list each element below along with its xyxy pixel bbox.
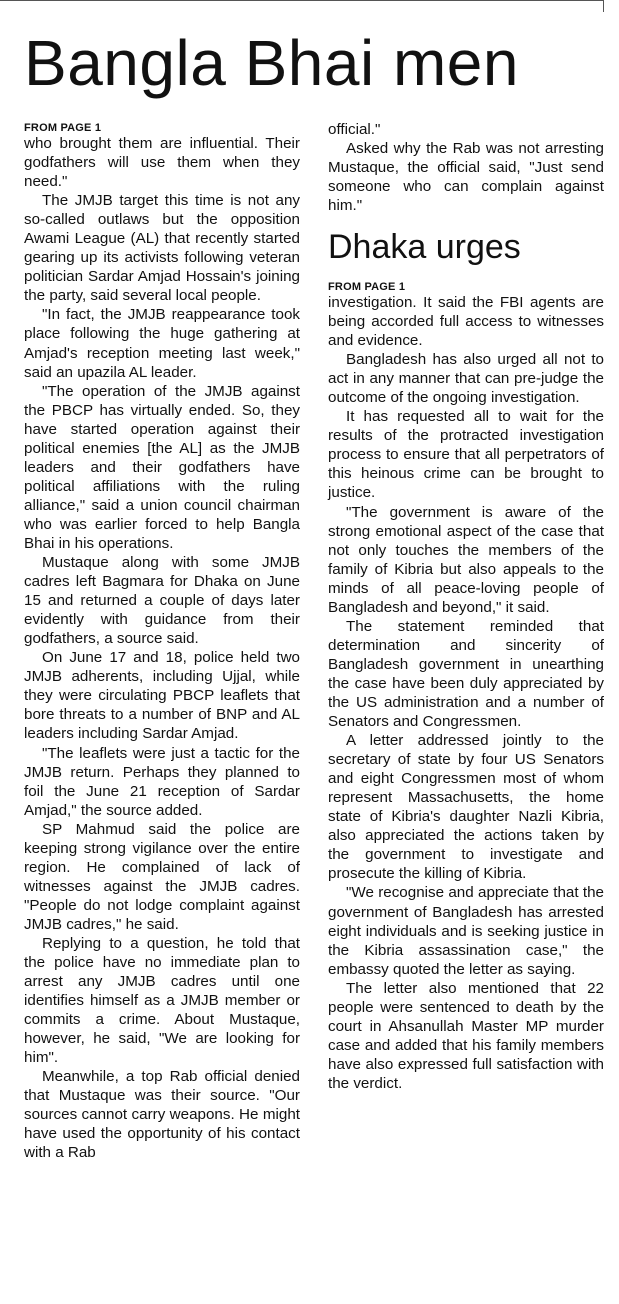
paragraph: who brought them are influential. Their godfathers will use them when they need." — [24, 135, 300, 191]
paragraph: On June 17 and 18, police held two JMJB adherents, including Ujjal, while they were circulating PBCP leaflets that bore threats to a number of BNP and AL leaders including Sardar Amjad. — [24, 649, 300, 743]
paragraph: The JMJB target this time is not any so-called outlaws but the opposition Awami League (AL) that recently started gearing up its activists following veteran politician Sardar Amjad Hossain's joining the party, said several local people. — [24, 192, 300, 305]
story2-column — [328, 281, 604, 1093]
story1-kicker: FROM PAGE 1 — [24, 122, 102, 134]
paragraph: Asked why the Rab was not arresting Mustaque, the official said, "Just send someone who can complain against him." — [328, 140, 604, 215]
paragraph: SP Mahmud said the police are keeping strong vigilance over the entire region. He complained of lack of witnesses against the JMJB cadres. "People do not lodge complaint against JMJB cadres," he said. — [24, 820, 300, 933]
paragraph: "In fact, the JMJB reappearance took place following the huge gathering at Amjad's reception meeting last week," said an upazila AL leader. — [24, 306, 300, 381]
paragraph: It has requested all to wait for the results of the protracted investigation process to ensure that all perpetrators of this heinous crime can be brought to justice. — [328, 408, 604, 502]
paragraph: official." — [328, 121, 381, 138]
story1-column-1 — [24, 122, 300, 1163]
paragraph: The statement reminded that determination and sincerity of Bangladesh government in unearthing the case have been duly appreciated by the US administration and a number of Senators and Congressmen. — [328, 617, 604, 731]
paragraph: Meanwhile, a top Rab official denied that Mustaque was their source. "Our sources cannot carry weapons. He might have used the opportunity of his contact with a Rab — [24, 1068, 300, 1162]
paragraph: "We recognise and appreciate that the government of Bangladesh has arrested eight individuals and is seeking justice in the Kibria assassination case," the embassy quoted the letter as saying. — [328, 884, 604, 978]
story2-headline: Dhaka urges — [328, 228, 521, 266]
paragraph: Mustaque along with some JMJB cadres left Bagmara for Dhaka on June 15 and returned a couple of days later evidently with guidance from their godfathers, a source said. — [24, 554, 300, 648]
right-rule — [603, 0, 604, 12]
paragraph: Replying to a question, he told that the police have no immediate plan to arrest any JMJB cadres until one identifies himself as a JMJB member or commits a crime. About Mustaque, however, he said, "We are looking for him". — [24, 934, 300, 1067]
top-rule — [0, 0, 604, 1]
paragraph: "The leaflets were just a tactic for the JMJB return. Perhaps they planned to foil the June 21 reception of Sardar Amjad," the source added. — [24, 744, 300, 819]
paragraph: investigation. It said the FBI agents are being accorded full access to witnesses and evidence. — [328, 294, 604, 350]
paragraph: A letter addressed jointly to the secretary of state by four US Senators and eight Congressmen most of whom represent Massachusetts, the home state of Kibria's daughter Nazli Kibria, also appreciated the actions taken by the government to investigate and prosecute the killing of Kibria. — [328, 732, 604, 883]
story1-column-2 — [328, 120, 604, 215]
story2-kicker: FROM PAGE 1 — [328, 281, 406, 293]
paragraph: "The operation of the JMJB against the PBCP has virtually ended. So, they have started operation against their political enemies [the AL] as the JMJB leaders and their godfathers have political affiliations with the ruling alliance," said a union council chairman who was earlier forced to help Bangla Bhai in his operations. — [24, 382, 300, 552]
paragraph: "The government is aware of the strong emotional aspect of the case that not only touches the members of the family of Kibria but also appeals to the minds of all peace-loving people of Bangladesh and beyond," it said. — [328, 503, 604, 616]
paragraph: Bangladesh has also urged all not to act in any manner that can pre-judge the outcome of the ongoing investigation. — [328, 351, 604, 407]
paragraph: The letter also mentioned that 22 people were sentenced to death by the court in Ahsanullah Master MP murder case and added that his family members have also expressed full satisfaction with the verdict. — [328, 979, 604, 1092]
story1-headline: Bangla Bhai men — [24, 27, 519, 99]
